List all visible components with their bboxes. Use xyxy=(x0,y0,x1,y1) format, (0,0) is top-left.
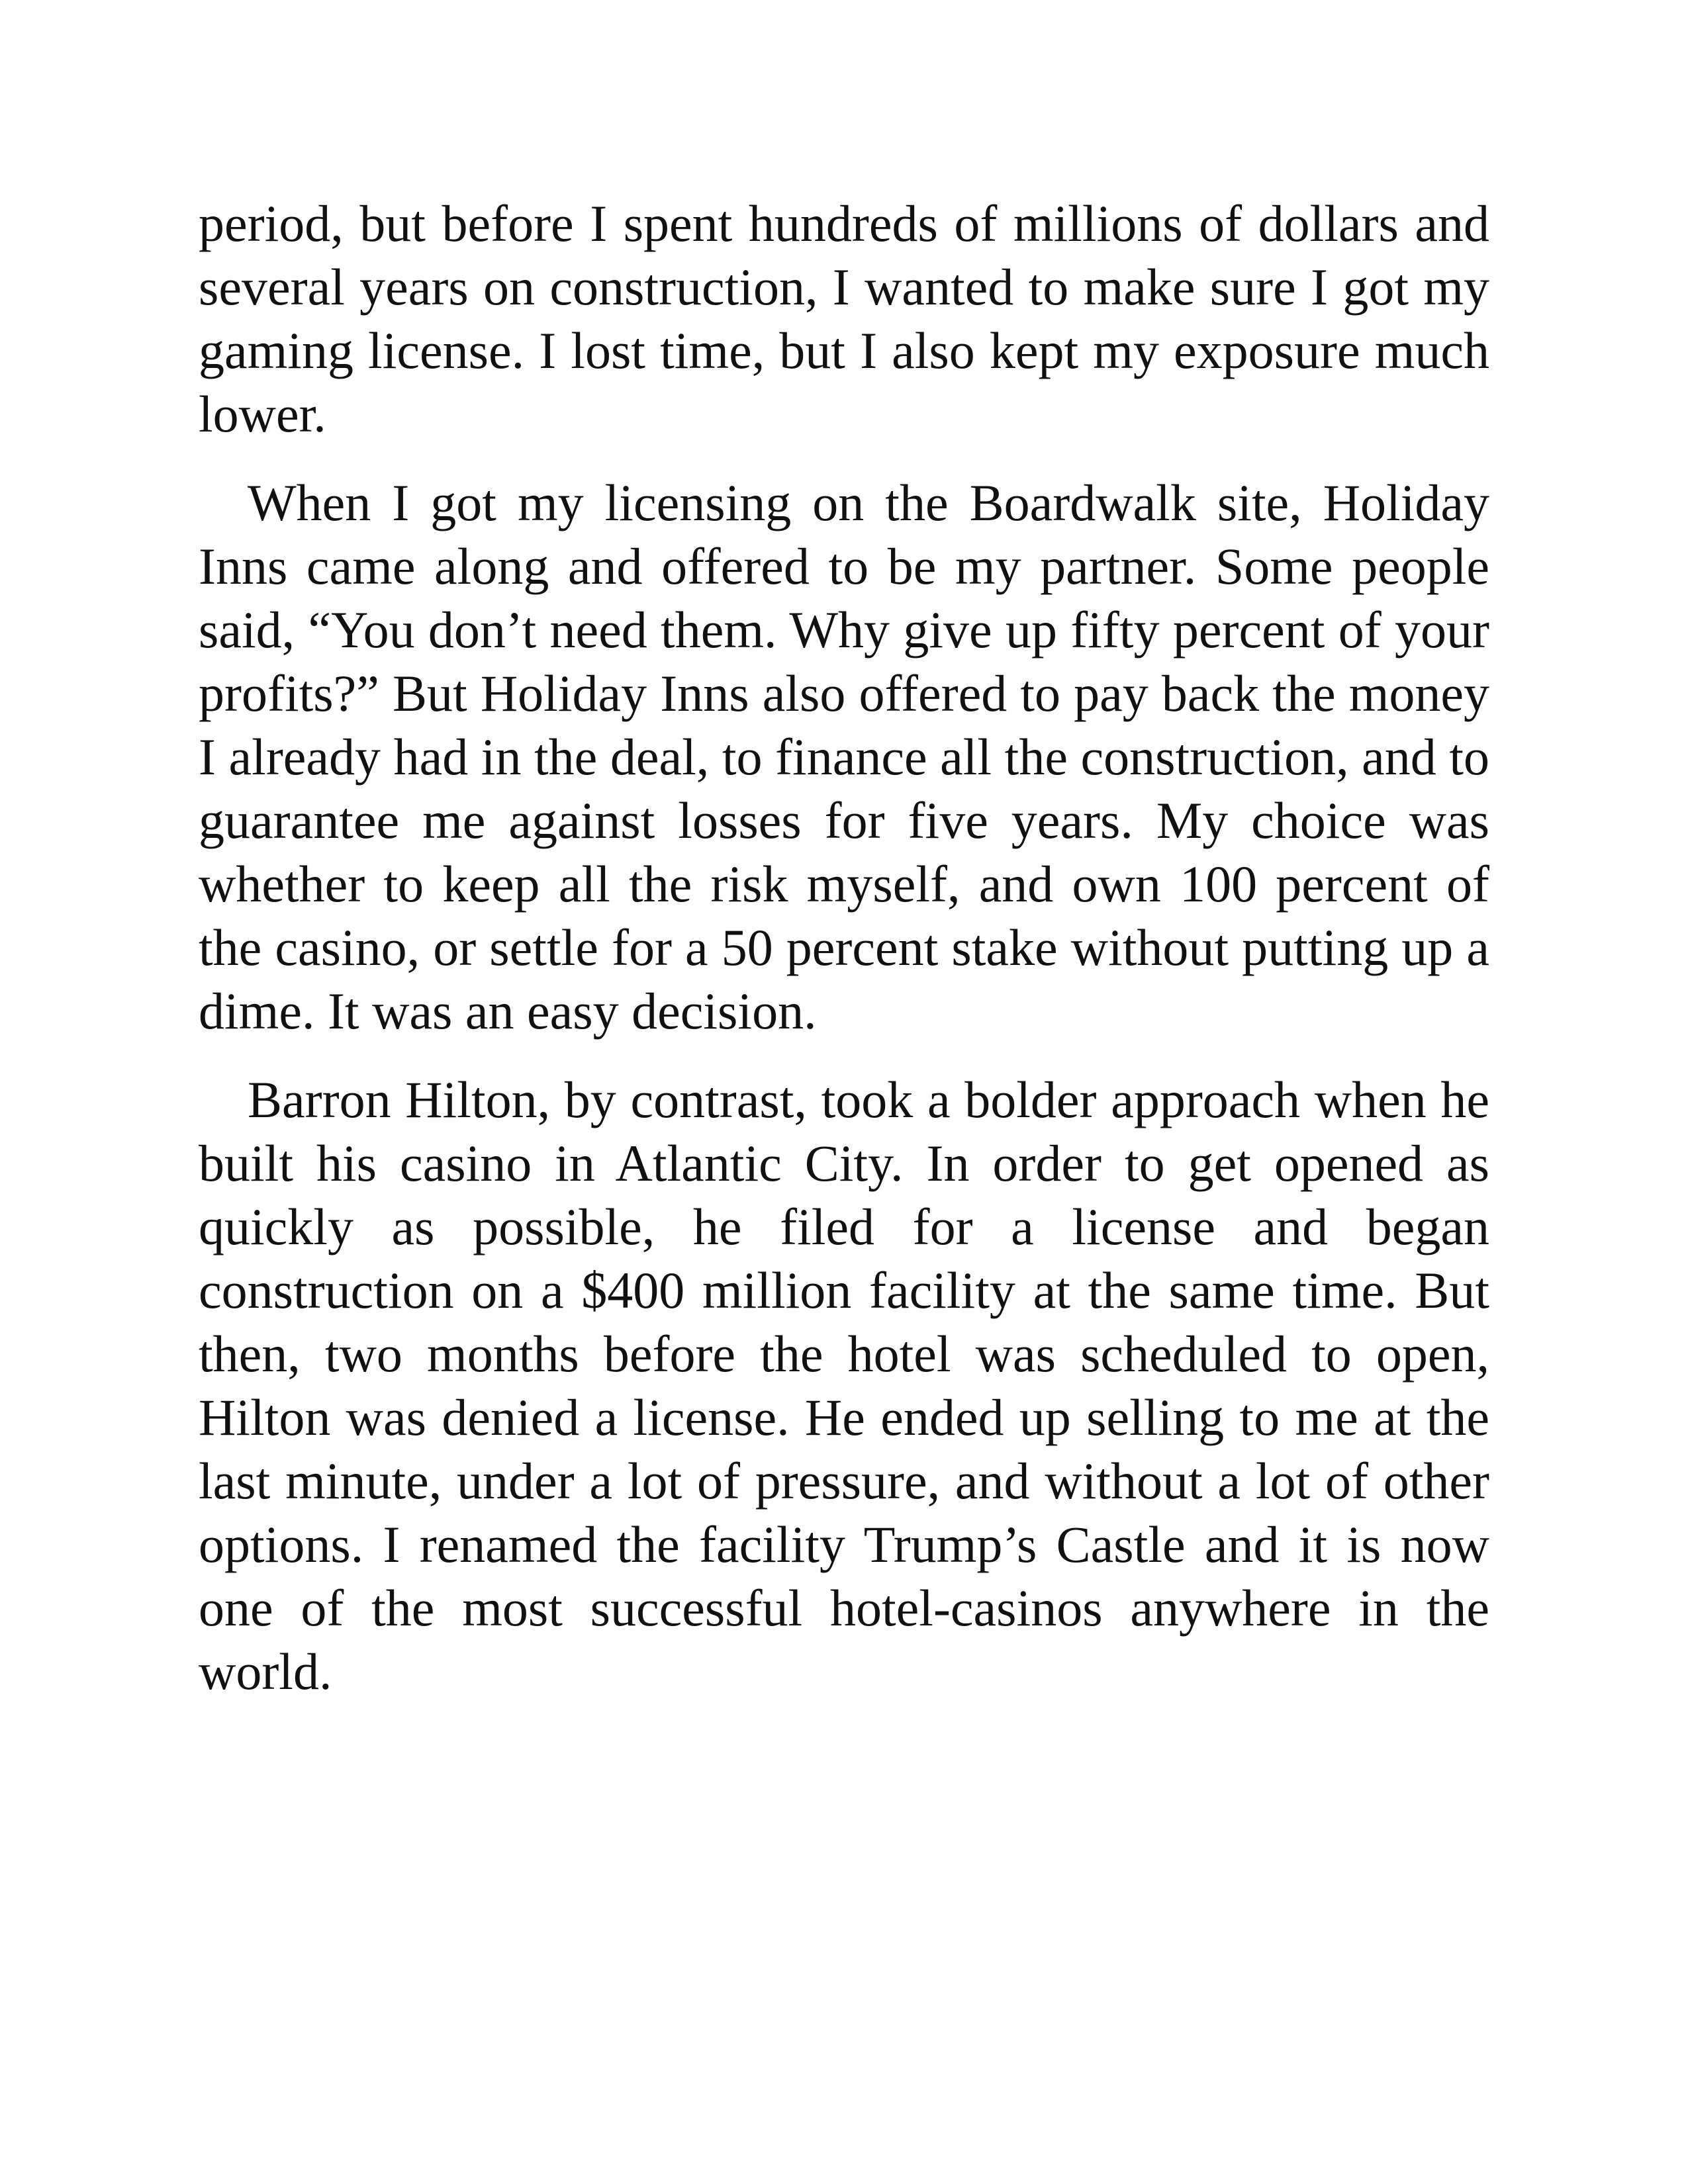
paragraph-barron-hilton: Barron Hilton, by contrast, took a bolder approach when he built his casino in Atlantic City. In order to get opened as quickly as possible, he filed for a license and began construction on a $400 million facility at the same time. But then, two months before the hotel was scheduled to open, Hilton was denied a license. He ended up selling to me at the last minute, under a lot of pressure, and without a lot of other options. I renamed the facility Trump’s Castle and it is now one of the most successful hotel-casinos anywhere in the world. xyxy=(199,1071,1489,1700)
paragraph-holiday-inns: When I got my licensing on the Boardwalk site, Holiday Inns came along and offered to be my partner. Some people said, “You don’t need them. Why give up fifty percent of your profits?” But Holiday Inns also offered to pay back the money I already had in the deal, to finance all the construction, and to guarantee me against losses for five years. My choice was whether to keep all the risk myself, and own 100 percent of the casino, or settle for a 50 percent stake without putting up a dime. It was an easy decision. xyxy=(199,474,1489,1040)
paragraph-continuation: period, but before I spent hundreds of millions of dollars and several years on construction, I wanted to make sure I got my gaming license. I lost time, but I also kept my exposure much lower. xyxy=(199,195,1489,443)
body-text xyxy=(199,192,1489,1729)
